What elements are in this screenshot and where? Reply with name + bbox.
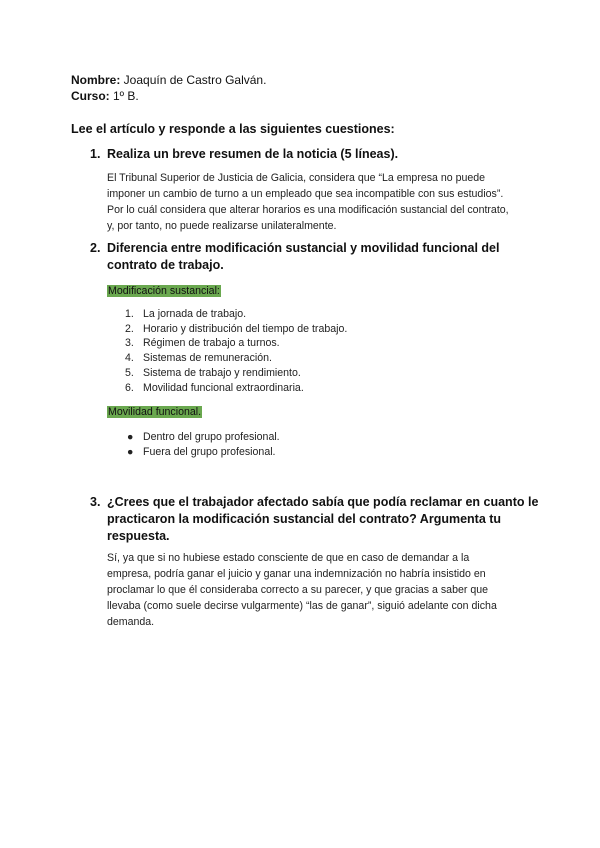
movilidad-label-highlight: Movilidad funcional. <box>108 406 202 418</box>
list-item: 6. Movilidad funcional extraordinaria. <box>125 381 304 394</box>
answer-3-line: demanda. <box>107 616 155 628</box>
answer-1-line: y, por tanto, no puede realizarse unilateralmente. <box>107 220 337 232</box>
name-line <box>71 72 266 88</box>
list-item: 4. Sistemas de remuneración. <box>125 352 272 365</box>
question-1-text: Realiza un breve resumen de la noticia (5 líneas). <box>107 147 399 161</box>
answer-1-line: imponer un cambio de turno a un empleado que sea incompatible con sus estudios”. <box>107 188 504 200</box>
list-item: 1. La jornada de trabajo. <box>125 308 247 320</box>
list-item: 3. Régimen de trabajo a turnos. <box>125 337 280 350</box>
question-2-text-line: contrato de trabajo. <box>107 258 224 272</box>
question-2 <box>90 240 540 274</box>
question-3-text-line: practicaron la modificación sustancial del contrato? Argumenta tu <box>107 512 502 526</box>
answer-1-line: El Tribunal Superior de Justicia de Galicia, considera que “La empresa no puede <box>107 172 486 184</box>
question-3-text-line: ¿Crees que el trabajador afectado sabía que podía reclamar en cuanto le <box>107 495 539 509</box>
movilidad-list <box>107 430 280 460</box>
answer-1 <box>107 170 537 234</box>
course-value: 1º B. <box>109 89 139 103</box>
name-value: Joaquín de Castro Galván. <box>120 73 267 87</box>
question-2-number: 2. <box>90 241 101 255</box>
bullet-icon: ● <box>127 431 134 443</box>
movilidad-label <box>107 405 202 419</box>
list-item: ● Fuera del grupo profesional. <box>127 446 276 458</box>
name-label: Nombre: <box>71 73 121 87</box>
sustancial-label-highlight: Modificación sustancial: <box>108 285 220 297</box>
question-2-text-line: Diferencia entre modificación sustancial y movilidad funcional del <box>107 241 500 255</box>
answer-3-line: llevaba (como suele decirse vulgarmente) “las de ganar”, siguió adelante con dicha <box>107 600 497 612</box>
list-item: ● Dentro del grupo profesional. <box>127 431 280 443</box>
instructions-heading: Lee el artículo y responde a las siguientes cuestiones: <box>71 122 395 136</box>
list-item: 5. Sistema de trabajo y rendimiento. <box>125 366 301 379</box>
course-line <box>71 88 266 104</box>
list-item: 2. Horario y distribución del tiempo de trabajo. <box>125 322 348 335</box>
course-label: Curso: <box>71 89 110 103</box>
question-3-number: 3. <box>90 495 101 509</box>
answer-3-line: empresa, podría ganar el juicio y ganar una indemnización no habría insistido en <box>107 568 486 580</box>
student-header <box>71 72 266 104</box>
bullet-icon: ● <box>127 446 134 458</box>
question-3-text-line: respuesta. <box>107 529 170 543</box>
question-1-number: 1. <box>90 147 101 161</box>
sustancial-label <box>107 284 221 298</box>
answer-3 <box>107 550 537 630</box>
question-3 <box>90 494 540 545</box>
answer-1-line: Por lo cuál considera que alterar horarios es una modificación sustancial del contrato, <box>107 204 509 216</box>
question-1 <box>90 146 540 163</box>
answer-3-line: Sí, ya que si no hubiese estado consciente de que en caso de demandar a la <box>107 552 470 564</box>
sustancial-list <box>107 307 347 395</box>
answer-3-line: proclamar lo que él consideraba correcto a su parecer, y que gracias a saber que <box>107 584 489 596</box>
